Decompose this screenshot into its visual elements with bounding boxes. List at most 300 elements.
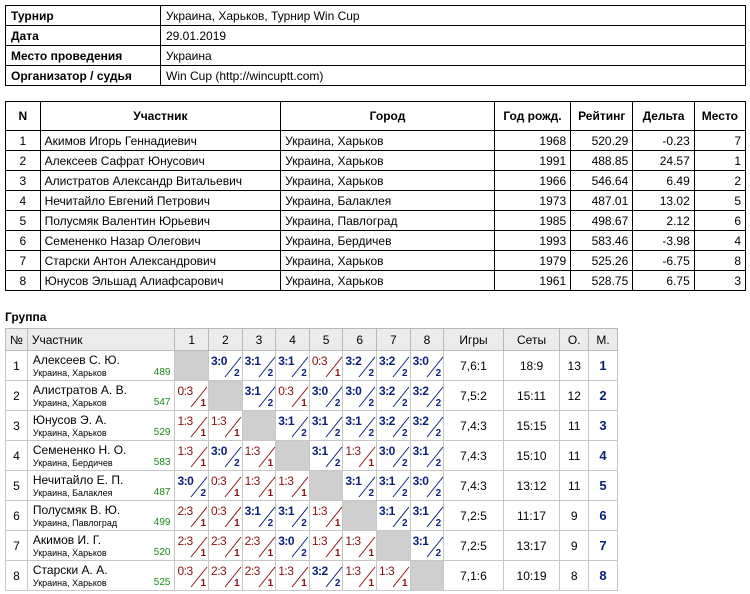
info-label: Место проведения (6, 46, 161, 66)
participant-cell: 8 (6, 271, 41, 291)
player-city: Украина, Харьков (32, 578, 107, 588)
slash-mark (391, 563, 411, 588)
match-points: 1 (267, 488, 274, 499)
match-cell (209, 471, 243, 501)
slash-mark (324, 563, 344, 588)
match-score: 1:3 (278, 564, 294, 578)
group-player (27, 411, 175, 441)
slash-mark (189, 473, 209, 498)
info-row (6, 6, 746, 26)
group-sets: 15:10 (503, 441, 560, 471)
match-points: 1 (234, 488, 240, 499)
participant-cell: -6.75 (633, 251, 695, 271)
slash-mark (290, 533, 310, 558)
info-value: 29.01.2019 (161, 26, 746, 46)
match-score: 1:3 (311, 534, 328, 548)
match-score: 1:3 (345, 564, 361, 578)
group-header: 5 (309, 329, 343, 351)
participant-cell: 488.85 (571, 151, 633, 171)
player-city: Украина, Балаклея (32, 488, 113, 498)
match-points: 1 (301, 398, 307, 409)
info-value: Украина, Харьков, Турнир Win Cup (161, 6, 746, 26)
slash-mark (391, 383, 411, 408)
match-points: 2 (267, 518, 274, 529)
participant-cell: Юнусов Эльшад Алиафсарович (40, 271, 281, 291)
match-score: 3:1 (412, 444, 429, 458)
group-place: 1 (589, 351, 618, 381)
match-cell (410, 411, 444, 441)
group-header: 6 (343, 329, 377, 351)
match-points: 2 (368, 398, 375, 409)
match-points: 2 (435, 548, 442, 559)
match-points: 2 (234, 368, 240, 379)
match-score: 3:0 (311, 384, 328, 398)
slash-mark (257, 533, 277, 558)
match-cell (309, 561, 343, 591)
group-header: 1 (175, 329, 209, 351)
match-cell (242, 381, 276, 411)
slash-mark (189, 563, 209, 588)
info-label: Турнир (6, 6, 161, 26)
participant-cell: 6.75 (633, 271, 695, 291)
participant-row (6, 191, 746, 211)
group-row-number: 7 (6, 531, 28, 561)
slash-mark (290, 473, 310, 498)
group-games: 7,4:3 (444, 471, 504, 501)
participant-cell: 6 (6, 231, 41, 251)
match-score: 3:1 (345, 474, 362, 488)
participant-cell: Акимов Игорь Геннадиевич (40, 131, 281, 151)
slash-mark (324, 413, 344, 438)
match-score: 0:3 (177, 564, 193, 578)
match-cell (377, 441, 411, 471)
match-cell (175, 501, 209, 531)
match-cell (175, 441, 209, 471)
group-header: 8 (410, 329, 444, 351)
slash-mark (324, 353, 344, 378)
match-score: 1:3 (211, 414, 227, 428)
player-rating: 520 (153, 547, 171, 558)
match-points: 2 (402, 458, 408, 469)
participants-header: Участник (40, 102, 281, 131)
match-score: 2:3 (211, 564, 227, 578)
slash-mark (189, 383, 209, 408)
match-score: 3:2 (311, 564, 328, 578)
match-score: 3:2 (379, 414, 395, 428)
group-games: 7,4:3 (444, 411, 504, 441)
group-row (6, 441, 618, 471)
player-name: Нечитайло Е. П. (32, 473, 124, 487)
slash-mark (357, 353, 377, 378)
match-points: 2 (301, 368, 307, 379)
slash-mark (223, 443, 243, 468)
match-score: 3:1 (345, 414, 362, 428)
slash-mark (257, 503, 277, 528)
player-rating: 525 (153, 577, 171, 588)
match-cell (343, 561, 377, 591)
participant-row (6, 151, 746, 171)
match-score: 0:3 (211, 504, 227, 518)
participant-cell: 24.57 (633, 151, 695, 171)
player-city: Украина, Харьков (32, 368, 107, 378)
participant-cell: 1973 (494, 191, 570, 211)
participants-header: Год рожд. (494, 102, 570, 131)
participant-cell: 6 (694, 211, 745, 231)
slash-mark (324, 503, 344, 528)
match-cell (377, 561, 411, 591)
participant-cell: 1966 (494, 171, 570, 191)
participant-row (6, 271, 746, 291)
match-cell (209, 411, 243, 441)
player-name: Семененко Н. О. (32, 443, 127, 457)
participant-cell: -0.23 (633, 131, 695, 151)
group-sets: 15:15 (503, 411, 560, 441)
player-city: Украина, Харьков (32, 428, 107, 438)
match-cell (175, 531, 209, 561)
diagonal-cell (377, 531, 411, 561)
group-row-number: 1 (6, 351, 28, 381)
match-points: 1 (234, 518, 240, 529)
match-points: 1 (200, 428, 207, 439)
match-points: 1 (334, 368, 341, 379)
match-points: 1 (368, 548, 375, 559)
participants-header: Город (281, 102, 495, 131)
match-cell (343, 441, 377, 471)
match-cell (343, 411, 377, 441)
match-points: 2 (402, 428, 408, 439)
group-games: 7,1:6 (444, 561, 504, 591)
diagonal-cell (242, 411, 276, 441)
participant-cell: 583.46 (571, 231, 633, 251)
match-points: 2 (334, 428, 341, 439)
player-city: Украина, Бердичев (32, 458, 113, 468)
group-header: 3 (242, 329, 276, 351)
match-cell (276, 381, 310, 411)
match-cell (309, 531, 343, 561)
match-points: 1 (200, 458, 207, 469)
match-points: 2 (402, 488, 408, 499)
match-cell (410, 441, 444, 471)
match-cell (343, 531, 377, 561)
slash-mark (257, 443, 277, 468)
player-rating: 529 (153, 427, 171, 438)
slash-mark (223, 473, 243, 498)
match-points: 1 (334, 518, 341, 529)
match-cell (242, 531, 276, 561)
match-points: 1 (301, 488, 307, 499)
group-player (27, 381, 175, 411)
participant-cell: 498.67 (571, 211, 633, 231)
player-city: Украина, Павлоград (32, 518, 118, 528)
group-points: 13 (560, 351, 589, 381)
match-points: 1 (234, 578, 240, 589)
participant-cell: 2 (6, 151, 41, 171)
match-points: 1 (267, 578, 274, 589)
slash-mark (223, 503, 243, 528)
slash-mark (257, 563, 277, 588)
player-rating: 487 (153, 487, 171, 498)
group-sets: 11:17 (503, 501, 560, 531)
match-points: 1 (301, 578, 307, 589)
match-cell (309, 381, 343, 411)
participant-row (6, 231, 746, 251)
slash-mark (189, 443, 209, 468)
group-points: 8 (560, 561, 589, 591)
match-cell (343, 471, 377, 501)
match-cell (242, 561, 276, 591)
participant-cell: 1993 (494, 231, 570, 251)
match-score: 3:1 (244, 354, 261, 368)
participant-cell: 525.26 (571, 251, 633, 271)
participant-cell: 546.64 (571, 171, 633, 191)
group-header: 7 (377, 329, 411, 351)
match-score: 3:0 (278, 534, 295, 548)
match-score: 3:1 (379, 504, 395, 518)
match-cell (276, 351, 310, 381)
match-score: 3:1 (311, 414, 328, 428)
match-cell (175, 471, 209, 501)
slash-mark (391, 413, 411, 438)
match-score: 3:2 (412, 384, 429, 398)
match-cell (410, 471, 444, 501)
group-row-number: 3 (6, 411, 28, 441)
match-points: 1 (368, 578, 375, 589)
slash-mark (391, 353, 411, 378)
match-score: 2:3 (244, 564, 260, 578)
match-score: 3:1 (244, 504, 261, 518)
match-points: 1 (234, 548, 240, 559)
match-cell (276, 501, 310, 531)
match-score: 1:3 (345, 534, 361, 548)
match-points: 2 (334, 578, 341, 589)
match-score: 3:0 (412, 474, 429, 488)
info-label: Дата (6, 26, 161, 46)
match-cell (309, 441, 343, 471)
match-points: 2 (402, 398, 408, 409)
group-place: 5 (589, 471, 618, 501)
match-points: 2 (368, 488, 375, 499)
match-score: 1:3 (278, 474, 294, 488)
match-points: 2 (334, 398, 341, 409)
match-points: 2 (368, 368, 375, 379)
slash-mark (425, 503, 445, 528)
slash-mark (391, 473, 411, 498)
match-score: 1:3 (177, 444, 193, 458)
slash-mark (391, 503, 411, 528)
diagonal-cell (309, 471, 343, 501)
slash-mark (257, 383, 277, 408)
participant-cell: 1 (6, 131, 41, 151)
player-rating: 499 (153, 517, 171, 528)
participant-cell: 520.29 (571, 131, 633, 151)
group-row-number: 5 (6, 471, 28, 501)
participant-cell: Нечитайло Евгений Петрович (40, 191, 281, 211)
group-row (6, 531, 618, 561)
group-row (6, 471, 618, 501)
match-score: 3:2 (379, 354, 395, 368)
slash-mark (290, 353, 310, 378)
participant-cell: Украина, Балаклея (281, 191, 495, 211)
participant-cell: 2 (694, 171, 745, 191)
group-points: 11 (560, 471, 589, 501)
participant-cell: 1991 (494, 151, 570, 171)
group-games: 7,4:3 (444, 441, 504, 471)
group-player (27, 501, 175, 531)
group-player (27, 471, 175, 501)
participant-cell: 1968 (494, 131, 570, 151)
match-cell (276, 411, 310, 441)
match-cell (242, 351, 276, 381)
player-rating: 583 (153, 457, 171, 468)
match-cell (377, 381, 411, 411)
diagonal-cell (276, 441, 310, 471)
match-points: 1 (200, 578, 207, 589)
match-score: 3:0 (211, 444, 227, 458)
participant-cell: 13.02 (633, 191, 695, 211)
match-score: 3:1 (278, 504, 295, 518)
match-score: 3:0 (177, 474, 194, 488)
group-player (27, 561, 175, 591)
group-points: 9 (560, 501, 589, 531)
participants-table (5, 101, 746, 291)
diagonal-cell (343, 501, 377, 531)
match-cell (410, 351, 444, 381)
slash-mark (357, 563, 377, 588)
participant-cell: Украина, Павлоград (281, 211, 495, 231)
match-cell (242, 501, 276, 531)
match-points: 2 (435, 428, 442, 439)
match-points: 1 (334, 548, 341, 559)
match-points: 2 (435, 488, 442, 499)
match-score: 3:2 (379, 384, 395, 398)
group-games: 7,2:5 (444, 531, 504, 561)
participants-header: Рейтинг (571, 102, 633, 131)
match-points: 2 (267, 398, 274, 409)
match-points: 1 (200, 398, 207, 409)
player-rating: 489 (153, 367, 171, 378)
slash-mark (290, 383, 310, 408)
info-label: Организатор / судья (6, 66, 161, 86)
slash-mark (290, 563, 310, 588)
match-score: 1:3 (311, 504, 328, 518)
group-row (6, 561, 618, 591)
group-player (27, 351, 175, 381)
match-points: 2 (402, 518, 408, 529)
group-row (6, 411, 618, 441)
match-points: 2 (200, 488, 207, 499)
participant-row (6, 251, 746, 271)
participant-cell: 1 (694, 151, 745, 171)
participant-cell: 4 (6, 191, 41, 211)
participant-row (6, 171, 746, 191)
slash-mark (357, 473, 377, 498)
match-cell (410, 501, 444, 531)
participant-cell: 1985 (494, 211, 570, 231)
player-name: Старски А. А. (32, 563, 108, 577)
group-header: О. (560, 329, 589, 351)
match-score: 3:1 (412, 504, 429, 518)
slash-mark (425, 353, 445, 378)
participant-cell: 7 (6, 251, 41, 271)
group-row-number: 8 (6, 561, 28, 591)
participant-cell: 2.12 (633, 211, 695, 231)
match-cell (242, 471, 276, 501)
match-score: 3:1 (244, 384, 261, 398)
player-name: Алексеев С. Ю. (32, 353, 120, 367)
match-points: 2 (301, 518, 307, 529)
match-score: 3:2 (345, 354, 362, 368)
match-score: 3:0 (379, 444, 395, 458)
participant-cell: Алистратов Александр Витальевич (40, 171, 281, 191)
match-score: 2:3 (177, 534, 193, 548)
match-points: 2 (301, 548, 307, 559)
tournament-info-table (5, 5, 746, 86)
match-score: 3:0 (345, 384, 362, 398)
match-points: 2 (368, 428, 375, 439)
slash-mark (257, 473, 277, 498)
participant-cell: 6.49 (633, 171, 695, 191)
match-cell (242, 441, 276, 471)
match-cell (377, 411, 411, 441)
match-cell (209, 441, 243, 471)
player-name: Юнусов Э. А. (32, 413, 107, 427)
info-row (6, 26, 746, 46)
group-header: Участник (27, 329, 175, 351)
match-points: 2 (301, 428, 307, 439)
match-cell (276, 561, 310, 591)
slash-mark (257, 353, 277, 378)
slash-mark (324, 383, 344, 408)
match-cell (410, 381, 444, 411)
group-header: 2 (209, 329, 243, 351)
slash-mark (324, 533, 344, 558)
group-sets: 13:17 (503, 531, 560, 561)
match-score: 0:3 (177, 384, 193, 398)
participants-header: Дельта (633, 102, 695, 131)
match-cell (377, 351, 411, 381)
slash-mark (223, 413, 243, 438)
match-points: 2 (267, 368, 274, 379)
participant-cell: 4 (694, 231, 745, 251)
slash-mark (357, 443, 377, 468)
match-points: 1 (267, 548, 274, 559)
slash-mark (391, 443, 411, 468)
participant-cell: 487.01 (571, 191, 633, 211)
diagonal-cell (209, 381, 243, 411)
participant-cell: 1979 (494, 251, 570, 271)
match-score: 3:2 (412, 414, 429, 428)
participant-cell: Старски Антон Александрович (40, 251, 281, 271)
match-points: 2 (435, 398, 442, 409)
match-cell (175, 561, 209, 591)
group-title: Группа (5, 310, 47, 324)
group-place: 7 (589, 531, 618, 561)
group-points: 12 (560, 381, 589, 411)
participant-cell: 7 (694, 131, 745, 151)
participant-cell: Украина, Бердичев (281, 231, 495, 251)
match-cell (209, 351, 243, 381)
group-row-number: 6 (6, 501, 28, 531)
group-place: 2 (589, 381, 618, 411)
match-cell (410, 531, 444, 561)
group-sets: 15:11 (503, 381, 560, 411)
match-points: 2 (435, 518, 442, 529)
info-row (6, 46, 746, 66)
group-place: 3 (589, 411, 618, 441)
slash-mark (223, 563, 243, 588)
participant-cell: Украина, Харьков (281, 171, 495, 191)
group-place: 8 (589, 561, 618, 591)
